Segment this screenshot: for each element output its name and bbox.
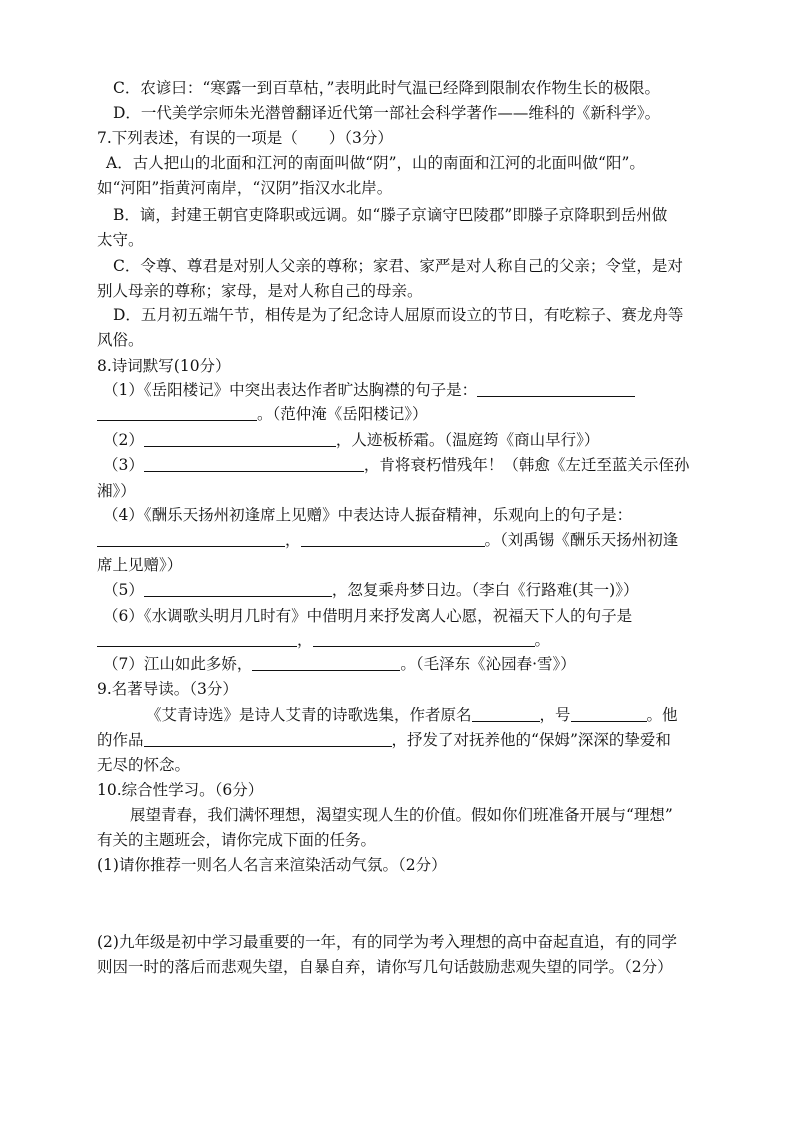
q8-item-5 (103, 580, 638, 600)
q9-text: 《艾青诗选》是诗人艾青的诗歌选集，作者原名 (146, 706, 472, 724)
q10-task-2: (2)九年级是初中学习最重要的一年，有的同学为考入理想的高中奋起直追，有的同学 (97, 933, 677, 951)
answer-blank[interactable] (144, 430, 336, 447)
q9-paragraph-2 (97, 730, 671, 750)
q8-item-4-cont2: 席上见赠》） (97, 556, 183, 574)
q8-4-comma: ， (285, 531, 301, 549)
answer-blank[interactable] (313, 630, 535, 647)
answer-blank[interactable] (301, 530, 485, 547)
q9-paragraph-3: 无尽的怀念。 (97, 756, 191, 774)
answer-blank[interactable] (571, 705, 647, 722)
answer-blank[interactable] (144, 580, 332, 597)
q10-task-1: (1)请你推荐一则名人名言来渲染活动气氛。（2分） (97, 856, 447, 874)
answer-blank[interactable] (97, 530, 285, 547)
q8-item-6-cont (97, 630, 550, 650)
q8-title: 8.诗词默写(10分） (97, 357, 231, 375)
q9-text-e: ，抒发了对抚养他的“保姆”深深的挚爱和 (391, 731, 671, 749)
answer-blank[interactable] (477, 380, 635, 397)
q10-task-2-cont: 则因一时的落后而悲观失望，自暴自弃，请你写几句话鼓励悲观失望的同学。（2分） (97, 958, 673, 976)
q10-intro-cont: 有关的主题班会，请你完成下面的任务。 (97, 831, 377, 849)
q8-6-comma: ， (297, 631, 313, 649)
q8-1-text: （1）《岳阳楼记》中突出表达作者旷达胸襟的句子是： (103, 381, 478, 399)
q9-text-d: 的作品 (97, 731, 144, 749)
q8-4-source: 。（刘禹锡《酬乐天扬州初逢 (484, 531, 679, 549)
q8-item-2 (103, 430, 599, 450)
answer-blank[interactable] (472, 705, 540, 722)
q9-text-c: 。他 (646, 706, 678, 724)
q8-3-source: ，肯将衰朽惜残年！（韩愈《左迁至蓝关示侄孙 (363, 456, 690, 474)
q7-option-b-cont: 太守。 (97, 231, 144, 249)
q8-item-6: （6）《水调歌头明月几时有》中借明月来抒发离人心愿，祝福天下人的句子是 (103, 607, 633, 625)
q10-intro: 展望青春，我们满怀理想，渴望实现人生的价值。假如你们班准备开展与“理想” (130, 806, 673, 824)
q8-item-4-cont (97, 530, 678, 550)
q7-title: 7.下列表述，有误的一项是（ ）（3分） (97, 129, 393, 147)
q8-2-number: （2） (103, 431, 144, 449)
q8-2-source: ，人迹板桥霜。（温庭筠《商山早行》） (335, 431, 600, 449)
q8-item-7 (103, 654, 576, 674)
q9-text-b: ，号 (539, 706, 571, 724)
q8-3-number: （3） (103, 456, 144, 474)
q8-7-source: 。（毛泽东《沁园春·雪》） (400, 655, 576, 673)
answer-blank[interactable] (144, 455, 364, 472)
q10-title: 10.综合性学习。（6分） (97, 781, 264, 799)
answer-blank[interactable] (97, 404, 257, 421)
q6-option-d: D．一代美学宗师朱光潜曾翻译近代第一部社会科学著作——维科的《新科学》。 (113, 104, 661, 122)
q7-option-b: B．谪，封建王朝官吏降职或远调。如“滕子京谪守巴陵郡”即滕子京降职到岳州做 (113, 206, 668, 224)
answer-blank[interactable] (252, 654, 400, 671)
q7-option-a: A．古人把山的北面和江河的南面叫做“阴”，山的南面和江河的北面叫做“阳”。 (106, 154, 645, 172)
answer-blank[interactable] (97, 630, 297, 647)
q7-option-c-cont: 别人母亲的尊称；家母，是对人称自己的母亲。 (97, 282, 423, 300)
q8-1-source: 。（范仲淹《岳阳楼记》） (257, 405, 428, 423)
q8-item-4: （4）《酬乐天扬州初逢席上见赠》中表达诗人振奋精神，乐观向上的句子是： (103, 506, 633, 524)
q9-paragraph-1 (146, 705, 678, 725)
q8-5-source: ，忽复乘舟梦日边。（李白《行路难(其一)》） (331, 581, 639, 599)
q8-item-3 (103, 455, 689, 475)
q8-7-text: （7）江山如此多娇， (103, 655, 253, 673)
q6-option-c: C．农谚曰：“寒露一到百草枯，”表明此时气温已经降到限制农作物生长的极限。 (113, 79, 660, 97)
q7-option-a-cont: 如“河阳”指黄河南岸，“汉阴”指汉水北岸。 (97, 179, 393, 197)
q8-item-1-cont (97, 404, 428, 424)
q9-title: 9.名著导读。（3分） (97, 680, 238, 698)
q7-option-c: C．令尊、尊君是对别人父亲的尊称；家君、家严是对人称自己的父亲；令堂，是对 (113, 257, 683, 275)
q8-item-3-cont: 湘》） (97, 482, 136, 500)
q8-5-number: （5） (103, 581, 144, 599)
q7-option-d: D．五月初五端午节，相传是为了纪念诗人屈原而设立的节日，有吃粽子、赛龙舟等 (113, 306, 684, 324)
answer-blank[interactable] (144, 730, 392, 747)
q7-option-d-cont: 风俗。 (97, 331, 144, 349)
q8-6-end: 。 (534, 631, 551, 649)
q8-item-1 (103, 380, 635, 400)
